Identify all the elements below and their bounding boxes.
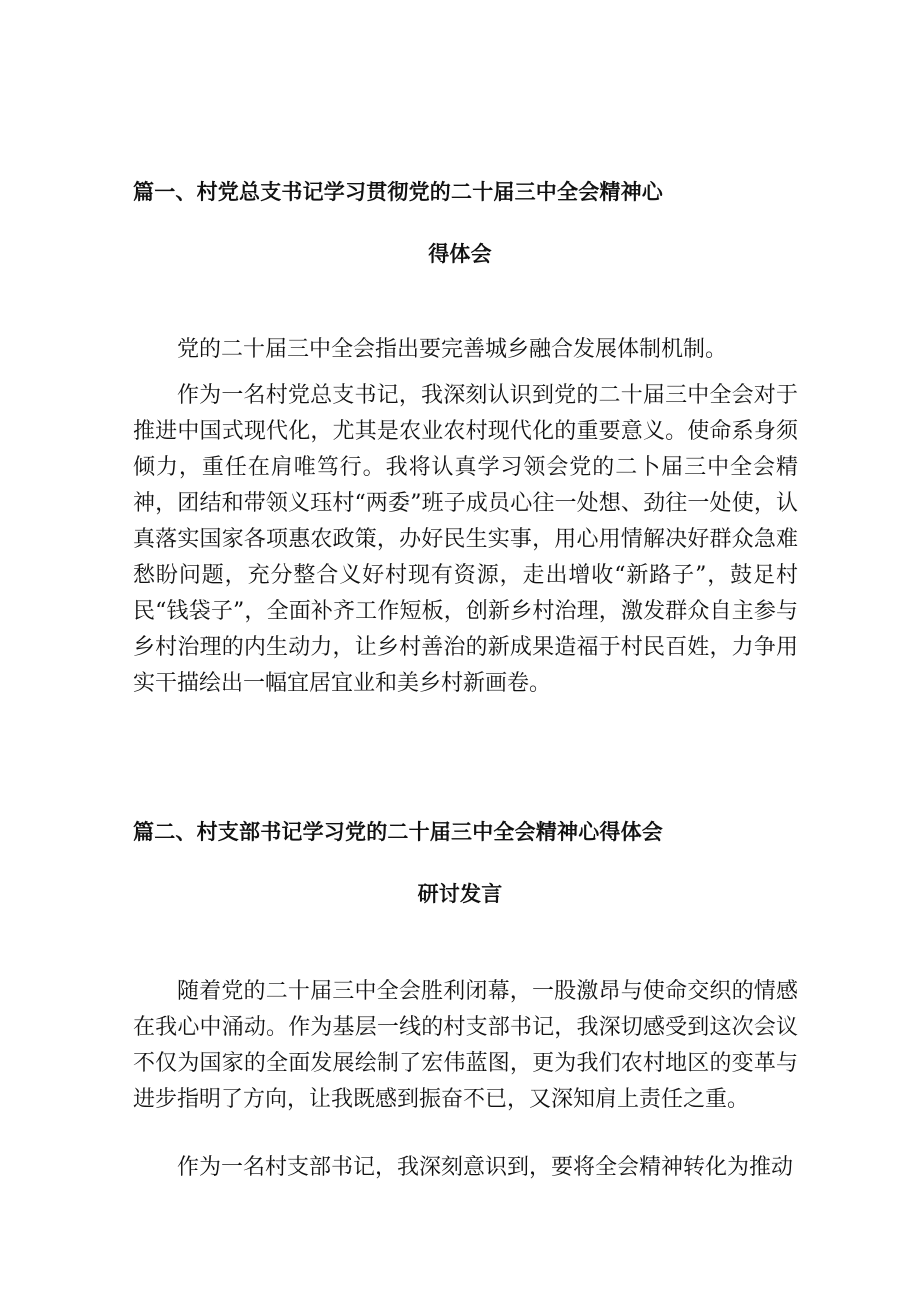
section-2-paragraph-2: 作为一名村支部书记，我深刻意识到，要将全会精神转化为推动 xyxy=(177,1155,794,1180)
section-1-title-line2: 得体会 xyxy=(428,242,492,266)
section-1-paragraph-1: 党的二十届三中全会指出要完善城乡融合发展体制机制。 xyxy=(177,337,728,362)
section-1-paragraph-2: 作为一名村党总支书记，我深刻认识到党的二十届三中全会对于推进中国式现代化，尤其是农业农村现代化的重要意义。使命系身须倾力，重任在肩唯笃行。我将认真学习领会党的二卜届三中全会精神，团结和带领义珏村“两委”班子成员心往一处想、劲往一处使，认真落实国家各项惠农政策，办好民生实事，用心用情解决好群众急难愁盼问题，充分整合义好村现有资源，走出增收“新路子”，鼓足村民“钱袋子”，全面补齐工作短板，创新乡村治理，激发群众自主参与乡村治理的内生动力，让乡村善治的新成果造福于村民百姓，力争用实干描绘出一幅宜居宜业和美乡村新画卷。 xyxy=(133,383,798,696)
section-2-paragraph-1: 随着党的二十届三中全会胜利闭幕，一股激昂与使命交织的情感在我心中涌动。作为基层一线的村支部书记，我深切感受到这次会议不仅为国家的全面发展绘制了宏伟蓝图，更为我们农村地区的变革与进步指明了方向，让我既感到振奋不已，又深知肩上责任之重。 xyxy=(133,979,798,1112)
section-2-title-line1: 篇二、村支部书记学习党的二十届三中全会精神心得体会 xyxy=(133,820,663,844)
section-1-title-line1: 篇一、村党总支书记学习贯彻党的二十届三中全会精神心 xyxy=(133,180,663,204)
section-2-title-line2: 研讨发言 xyxy=(417,882,503,906)
